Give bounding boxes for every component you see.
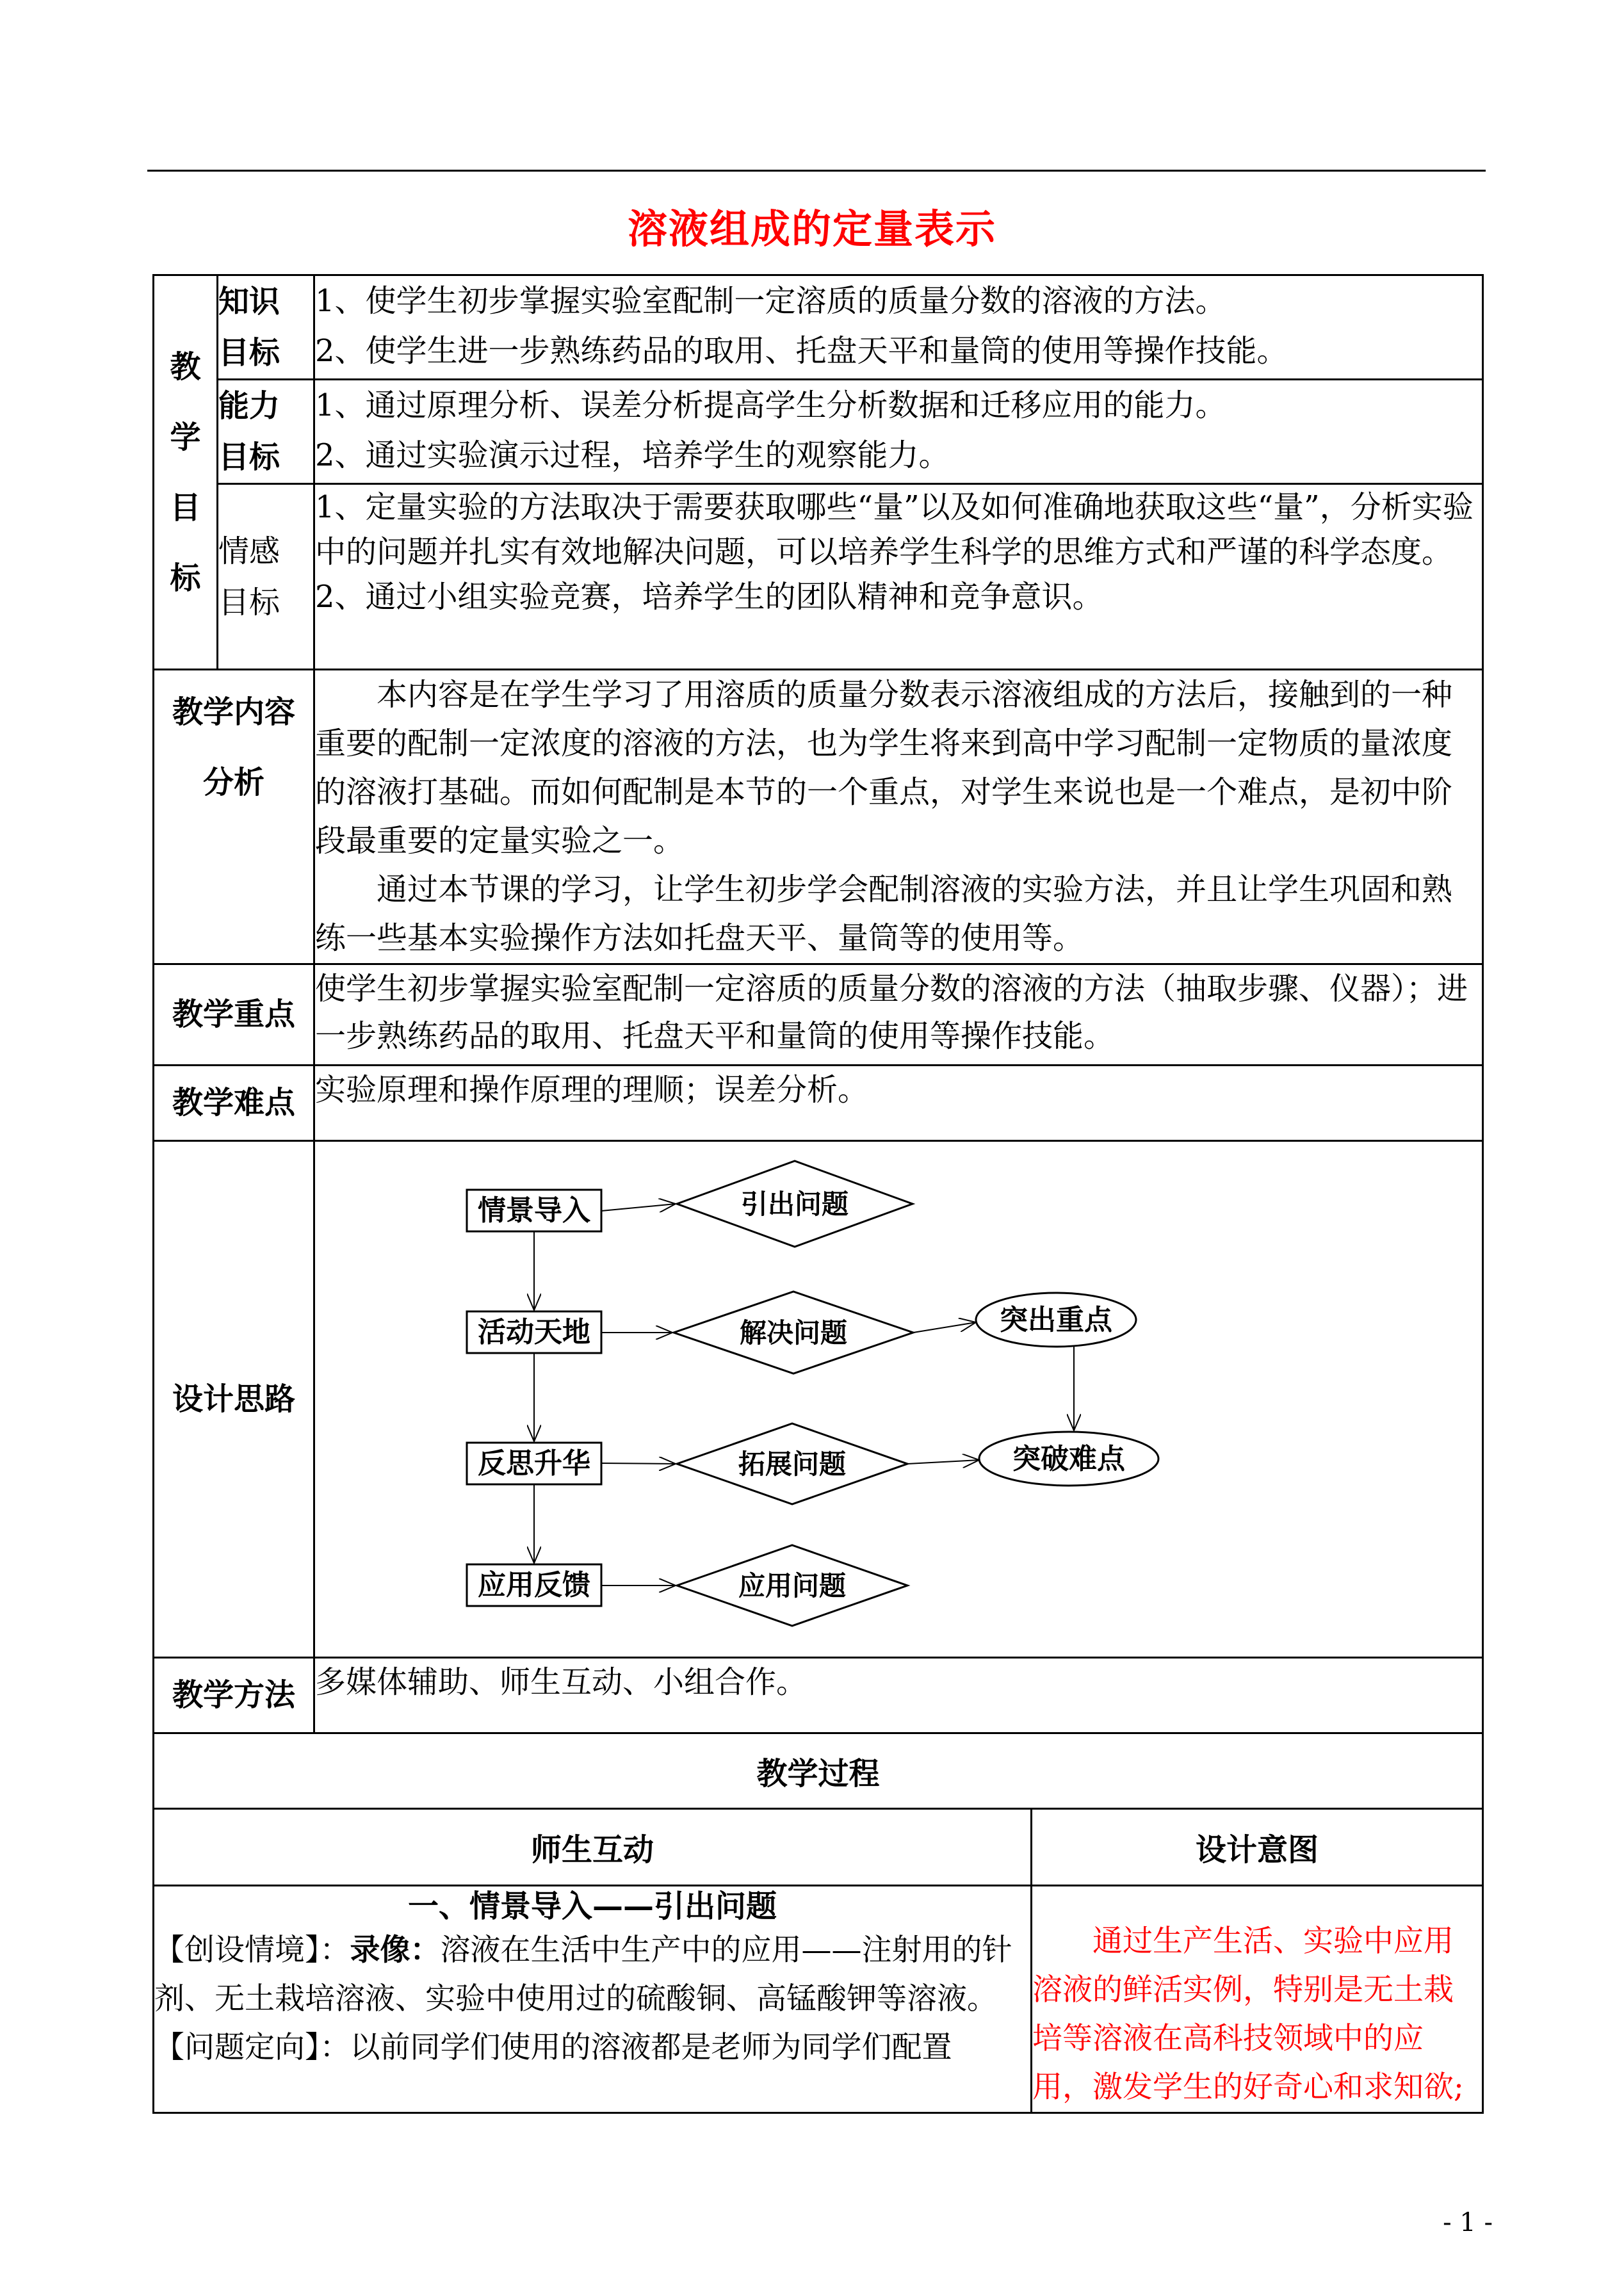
flow-diamond-solve-question: [674, 1292, 913, 1374]
flow-diamond-extend-question: [677, 1423, 907, 1504]
knowledge-item: 1、使学生初步掌握实验室配制一定溶质的质量分数的溶液的方法。: [315, 283, 1226, 319]
row-key-points: [154, 964, 1483, 1066]
row-content-analysis: [154, 670, 1483, 964]
methods-label: 教学方法: [154, 1658, 314, 1733]
section-1-paragraph: [154, 1926, 1030, 2023]
section-1-text: 以前同学们使用的溶液都是老师为同学们配置: [350, 2030, 952, 2065]
objectives-label-char: 标: [170, 560, 201, 596]
flow-arrow: [601, 1463, 676, 1464]
section-1-interaction: [154, 1886, 1032, 2113]
flow-ellipse-label: 突破难点: [1012, 1443, 1125, 1475]
section-1-tag: 【创设情境】：: [154, 1933, 350, 1968]
content-analysis-paragraph: 通过本节课的学习，让学生初步学会配制溶液的实验方法，并且让学生巩固和熟练一些基本实验操作方法如托盘天平、量筒等的使用等。: [315, 872, 1453, 956]
ability-label-line: 能力: [218, 388, 280, 424]
content-analysis-label: [154, 670, 314, 964]
flow-diamond-label: 拓展问题: [738, 1448, 847, 1480]
flow-diamond-raise-question: [677, 1161, 913, 1247]
flow-ellipse-break-difficulty: [979, 1432, 1158, 1486]
header-rule: [147, 170, 1486, 172]
ability-item: 2、通过实验演示过程，培养学生的观察能力。: [315, 437, 950, 473]
flow-diamond-label: 应用问题: [738, 1570, 847, 1602]
flow-diamond-apply-question: [677, 1545, 907, 1626]
design-flowchart-cell: [314, 1141, 1483, 1658]
objectives-label-char: 目: [170, 489, 201, 526]
ability-content: [314, 380, 1483, 484]
section-1-bold-label: 录像：: [350, 1933, 441, 1968]
row-process-section-1: [154, 1886, 1483, 2113]
flow-ellipse-label: 突出重点: [1000, 1304, 1112, 1336]
flow-diamond-label: 引出问题: [740, 1188, 849, 1220]
process-col-interaction: 师生互动: [154, 1809, 1032, 1886]
lesson-plan-table: [152, 274, 1484, 2114]
flow-arrow: [913, 1322, 976, 1333]
content-analysis-label-line: 教学内容: [172, 694, 295, 730]
flow-box-label: 反思升华: [478, 1447, 590, 1480]
section-1-intent: 通过生产生活、实验中应用溶液的鲜活实例，特别是无土栽培等溶液在高科技领域中的应用，激发学生的好奇心和求知欲;: [1032, 1886, 1483, 2113]
flow-arrow: [601, 1204, 676, 1211]
flow-arrow: [907, 1460, 979, 1464]
emotion-content: [314, 484, 1483, 670]
flow-diamond-label: 解决问题: [739, 1317, 848, 1349]
objectives-label-char: 教: [170, 348, 201, 385]
methods-text: 多媒体辅助、师生互动、小组合作。: [314, 1658, 1483, 1733]
content-analysis-text: [314, 670, 1483, 964]
flow-box-reflection: [467, 1443, 601, 1484]
flow-box-label: 情景导入: [478, 1194, 590, 1227]
flow-box-label: 应用反馈: [478, 1569, 590, 1602]
flow-box-activity: [467, 1311, 601, 1353]
row-knowledge-objective: [154, 275, 1483, 380]
knowledge-item: 2、使学生进一步熟练药品的取用、托盘天平和量筒的使用等操作技能。: [315, 333, 1288, 369]
knowledge-content: [314, 275, 1483, 380]
content-analysis-paragraph: 本内容是在学生学习了用溶质的质量分数表示溶液组成的方法后，接触到的一种重要的配制一定浓度的溶液的方法，也为学生将来到高中学习配制一定物质的量浓度的溶液打基础。而如何配制是本节的一个重点，对学生来说也是一个难点，是初中阶段最重要的定量实验之一。: [315, 677, 1453, 859]
ability-label: [218, 380, 314, 484]
row-ability-objective: [154, 380, 1483, 484]
section-1-tag: 【问题定向】：: [154, 2030, 350, 2065]
knowledge-label-line: 目标: [218, 335, 280, 371]
section-1-paragraph: [154, 2023, 1030, 2072]
knowledge-label: [218, 275, 314, 380]
process-col-intent: 设计意图: [1032, 1809, 1483, 1886]
row-difficulties: [154, 1066, 1483, 1141]
flow-box-application: [467, 1564, 601, 1606]
key-points-label: 教学重点: [154, 964, 314, 1066]
row-process-title: [154, 1733, 1483, 1809]
emotion-item: 1、定量实验的方法取决于需要获取哪些“量”以及如何准确地获取这些“量”，分析实验中的问题并扎实有效地解决问题，可以培养学生科学的思维方式和严谨的科学态度。: [315, 489, 1474, 570]
design-flowchart: [315, 1142, 1481, 1654]
emotion-label-line: 情感: [218, 533, 280, 569]
ability-item: 1、通过原理分析、误差分析提高学生分析数据和迁移应用的能力。: [315, 387, 1226, 423]
row-design: [154, 1141, 1483, 1658]
row-methods: [154, 1658, 1483, 1733]
flow-ellipse-highlight-key: [976, 1293, 1136, 1347]
emotion-label: [218, 484, 314, 670]
flow-box-scenario: [467, 1190, 601, 1231]
row-emotion-objective: [154, 484, 1483, 670]
ability-label-line: 目标: [218, 439, 280, 475]
process-title: 教学过程: [154, 1733, 1483, 1809]
knowledge-label-line: 知识: [218, 284, 280, 320]
difficulties-label: 教学难点: [154, 1066, 314, 1141]
objectives-label-char: 学: [170, 419, 201, 455]
section-1-text: 溶液在生活中生产中的应用——注射用的针剂、无土栽培溶液、实验中使用过的硫酸铜、高锰酸钾等溶液。: [154, 1933, 1012, 2016]
difficulties-text: 实验原理和操作原理的理顺；误差分析。: [314, 1066, 1483, 1141]
design-label: 设计思路: [154, 1141, 314, 1658]
content-analysis-label-line: 分析: [202, 765, 264, 800]
objectives-label: [154, 275, 218, 670]
emotion-item: 2、通过小组实验竞赛，培养学生的团队精神和竞争意识。: [315, 579, 1103, 615]
emotion-label-line: 目标: [218, 584, 280, 620]
page-number: - 1 -: [1443, 2208, 1493, 2237]
key-points-text: 使学生初步掌握实验室配制一定溶质的质量分数的溶液的方法（抽取步骤、仪器）；进一步熟练药品的取用、托盘天平和量筒的使用等操作技能。: [314, 964, 1483, 1066]
page-title: 溶液组成的定量表示: [627, 206, 996, 252]
row-process-header: [154, 1809, 1483, 1886]
flow-box-label: 活动天地: [478, 1316, 590, 1349]
section-1-title: 一、情景导入——引出问题: [407, 1888, 777, 1924]
